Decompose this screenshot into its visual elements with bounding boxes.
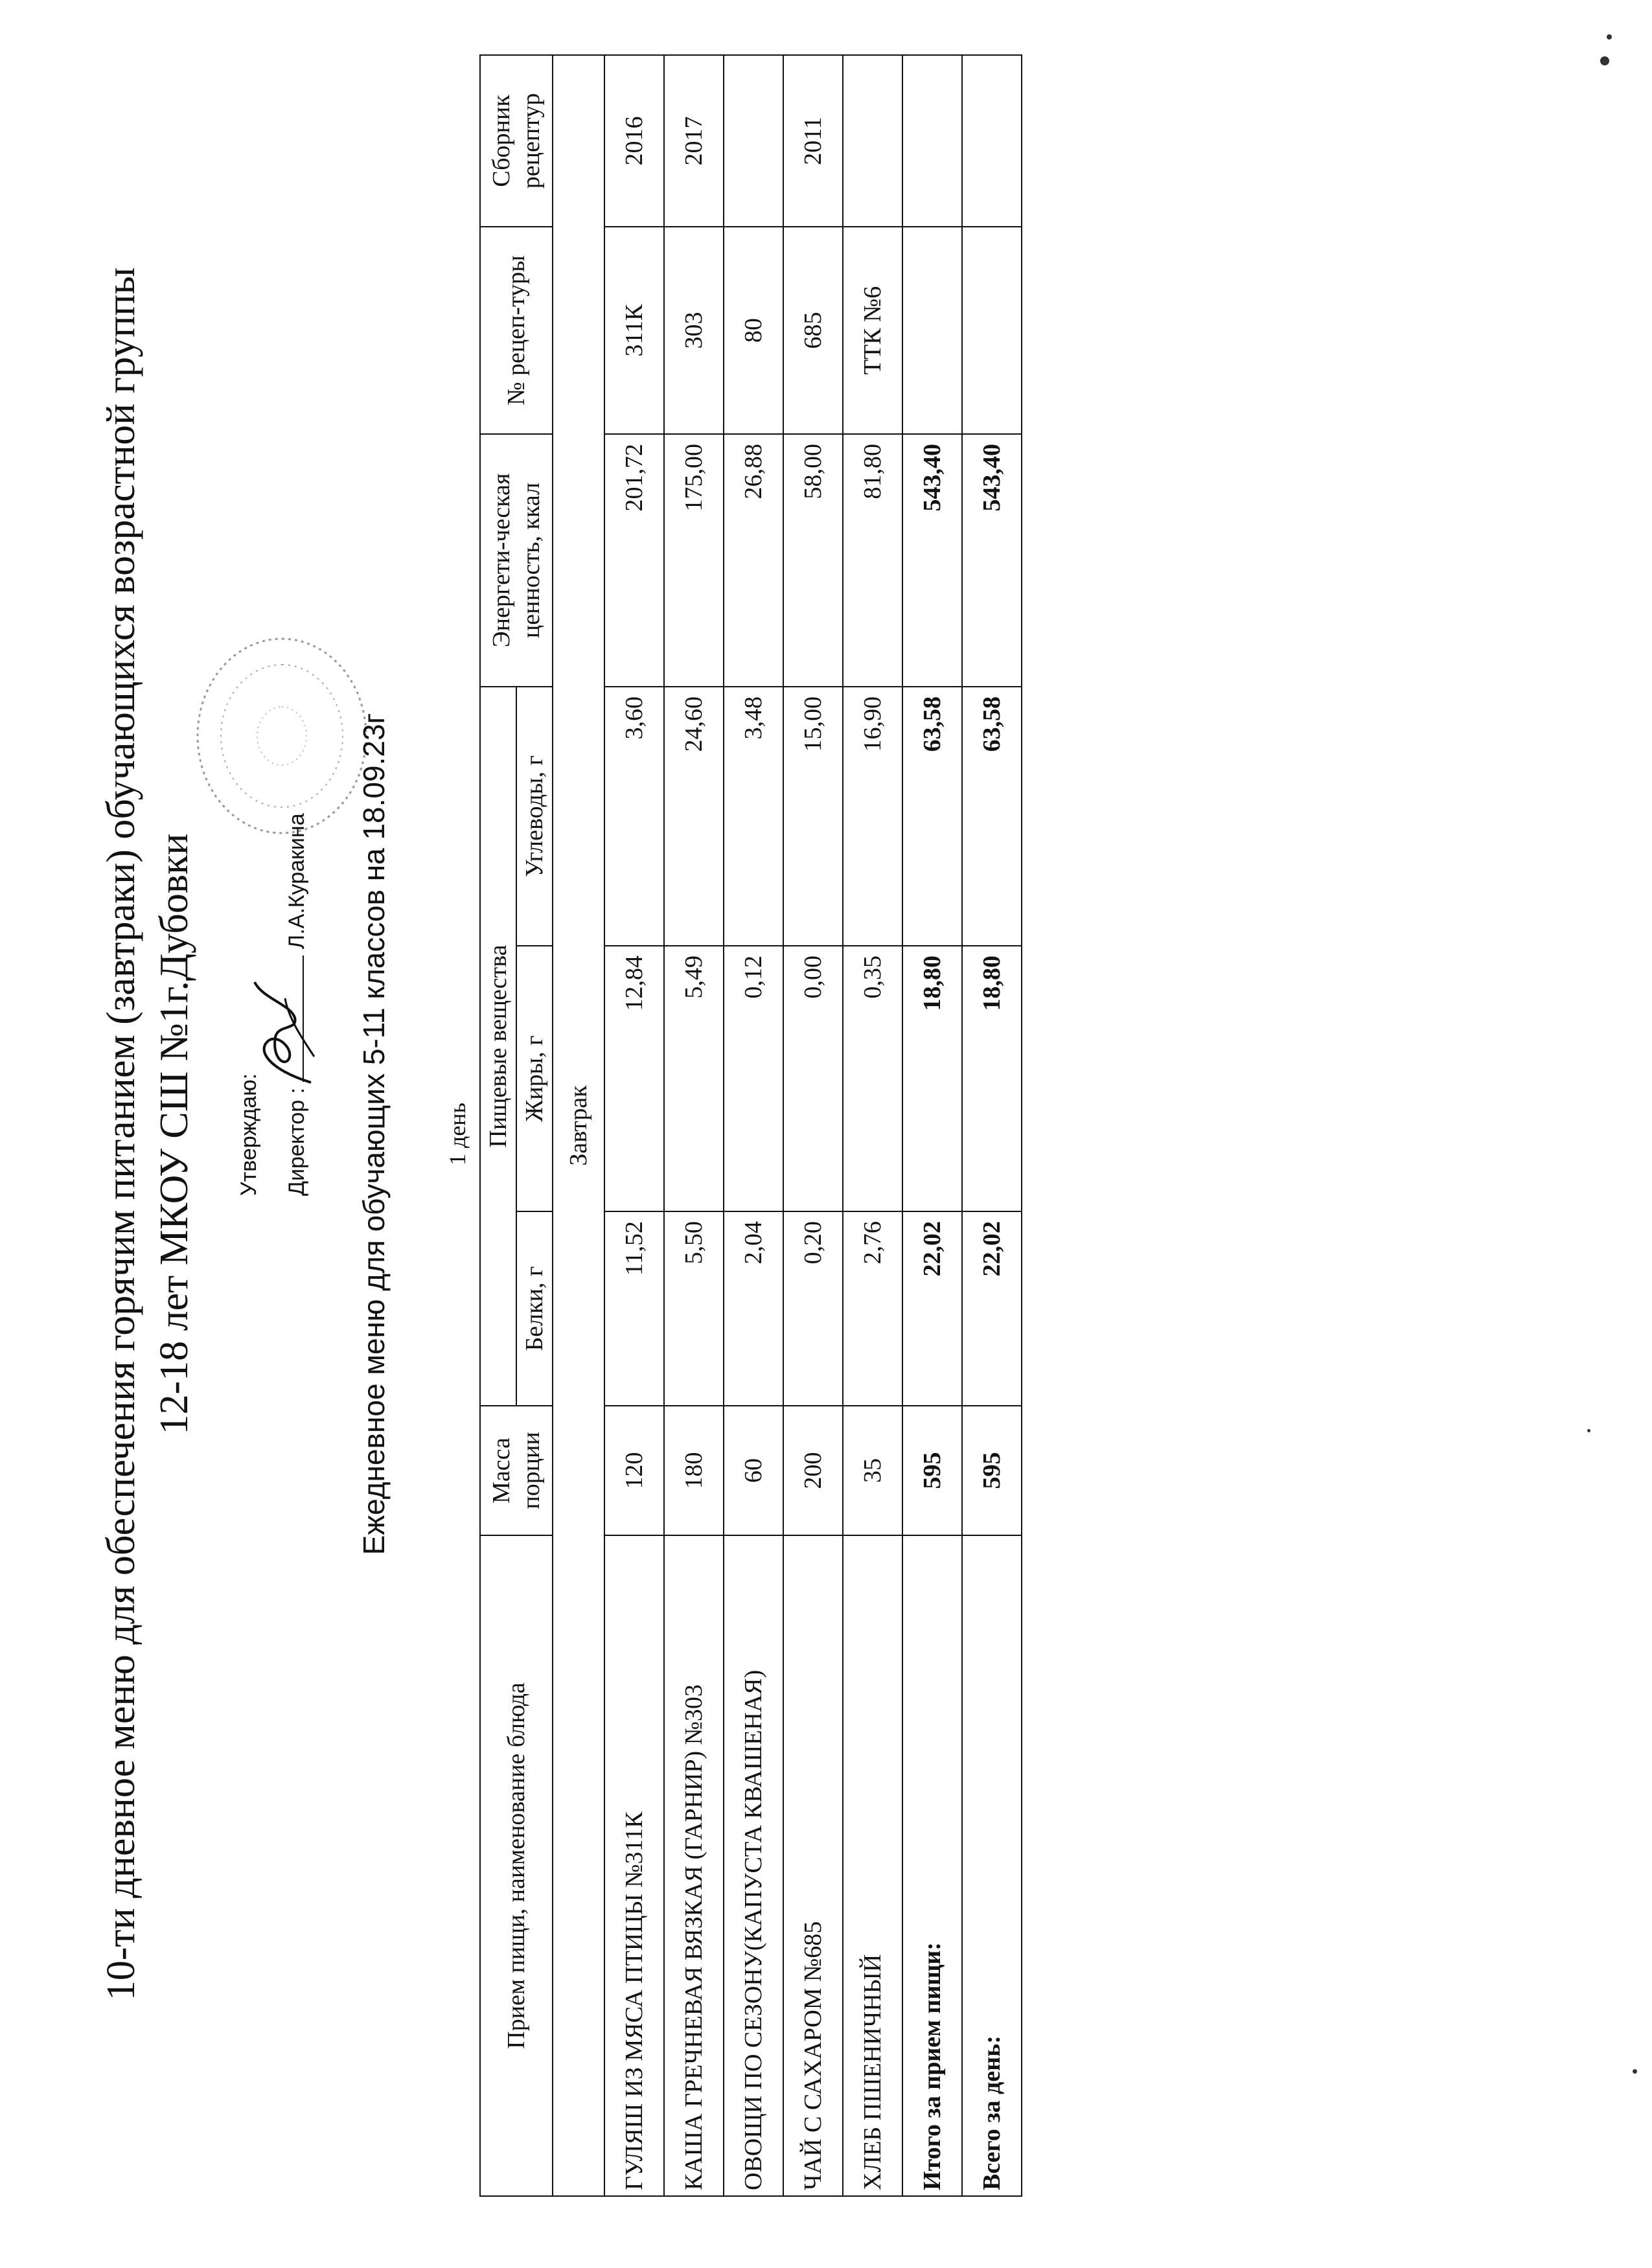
day-total-fat: 18,80	[962, 946, 1022, 1211]
cell-carbs: 15,00	[783, 687, 843, 946]
cell-name: ХЛЕБ ПШЕНИЧНЫЙ	[843, 1535, 902, 2196]
cell-collection	[843, 55, 902, 227]
empty-cell	[962, 227, 1022, 434]
cell-energy: 175,00	[664, 434, 724, 687]
empty-cell	[902, 55, 962, 227]
empty-cell	[962, 55, 1022, 227]
cell-fat: 0,12	[724, 946, 783, 1211]
header-protein: Белки, г	[516, 1211, 553, 1406]
cell-recipe-no: 303	[664, 227, 724, 434]
table-row	[783, 55, 843, 2196]
meal-total-row	[902, 55, 962, 2196]
cell-name: КАША ГРЕЧНЕВАЯ ВЯЗКАЯ (ГАРНИР) №303	[664, 1535, 724, 2196]
meal-total-protein: 22,02	[902, 1211, 962, 1406]
cell-recipe-no: 685	[783, 227, 843, 434]
cell-protein: 2,04	[724, 1211, 783, 1406]
header-nutrients: Пищевые вещества	[480, 687, 516, 1406]
cell-recipe-no: ТТК №6	[843, 227, 902, 434]
scan-speck	[1600, 56, 1609, 65]
table-row	[664, 55, 724, 2196]
cell-carbs: 24,60	[664, 687, 724, 946]
cell-fat: 5,49	[664, 946, 724, 1211]
day-total-energy: 543,40	[962, 434, 1022, 687]
day-label: 1 день	[444, 1103, 470, 1165]
scan-speck	[1587, 1429, 1590, 1432]
table-row	[604, 55, 664, 2196]
section-row	[553, 55, 604, 2196]
cell-carbs: 3,48	[724, 687, 783, 946]
header-carbs: Углеводы, г	[516, 687, 553, 946]
header-energy: Энергети-ческая ценность, ккал	[480, 434, 553, 687]
cell-portion: 60	[724, 1406, 783, 1535]
table-row	[843, 55, 902, 2196]
scan-speck	[1607, 34, 1612, 40]
header-collection: Сборник рецептур	[480, 55, 553, 227]
cell-recipe-no: 80	[724, 227, 783, 434]
day-total-row	[962, 55, 1022, 2196]
scan-speck	[1633, 2069, 1637, 2074]
cell-portion: 35	[843, 1406, 902, 1535]
cell-portion: 180	[664, 1406, 724, 1535]
cell-name: ОВОЩИ ПО СЕЗОНУ(КАПУСТА КВАШЕНАЯ)	[724, 1535, 783, 2196]
cell-collection: 2017	[664, 55, 724, 227]
document-title-line-1: 10-ти дневное меню для обеспечения горячим питанием (завтраки) обучающихся возрастной группы	[99, 267, 143, 2001]
header-fat: Жиры, г	[516, 946, 553, 1211]
cell-protein: 5,50	[664, 1211, 724, 1406]
director-name: Л.А.Куракина	[284, 813, 309, 950]
cell-energy: 201,72	[604, 434, 664, 687]
approve-label: Утверждаю:	[236, 1073, 261, 1196]
day-total-label: Всего за день:	[962, 1535, 1022, 2196]
meal-total-portion: 595	[902, 1406, 962, 1535]
document-title-line-2: 12-18 лет МКОУ СШ №1г.Дубовки	[152, 833, 196, 1435]
meal-total-energy: 543,40	[902, 434, 962, 687]
section-title: Завтрак	[553, 55, 604, 2196]
header-recipe-no: № рецеп-туры	[480, 227, 553, 434]
cell-energy: 58,00	[783, 434, 843, 687]
menu-table	[479, 54, 1022, 2197]
cell-energy: 26,88	[724, 434, 783, 687]
cell-recipe-no: 311К	[604, 227, 664, 434]
header-meal-name: Прием пищи, наименование блюда	[480, 1535, 553, 2196]
cell-carbs: 3,60	[604, 687, 664, 946]
meal-total-fat: 18,80	[902, 946, 962, 1211]
official-stamp-seal	[185, 626, 379, 846]
cell-collection: 2011	[783, 55, 843, 227]
director-label: Директор :	[284, 1088, 309, 1196]
cell-name: ГУЛЯШ ИЗ МЯСА ПТИЦЫ №311К	[604, 1535, 664, 2196]
header-portion: Масса порции	[480, 1406, 553, 1535]
day-total-portion: 595	[962, 1406, 1022, 1535]
cell-fat: 12,84	[604, 946, 664, 1211]
cell-name: ЧАЙ С САХАРОМ №685	[783, 1535, 843, 2196]
cell-collection	[724, 55, 783, 227]
empty-cell	[902, 227, 962, 434]
menu-subtitle: Ежедневное меню для обучающих 5-11 классов на 18.09.23г	[357, 713, 391, 1555]
cell-energy: 81,80	[843, 434, 902, 687]
cell-protein: 11,52	[604, 1211, 664, 1406]
cell-portion: 200	[783, 1406, 843, 1535]
day-total-protein: 22,02	[962, 1211, 1022, 1406]
cell-fat: 0,35	[843, 946, 902, 1211]
handwritten-signature	[249, 972, 321, 1095]
cell-protein: 2,76	[843, 1211, 902, 1406]
meal-total-carbs: 63,58	[902, 687, 962, 946]
cell-protein: 0,20	[783, 1211, 843, 1406]
cell-carbs: 16,90	[843, 687, 902, 946]
cell-portion: 120	[604, 1406, 664, 1535]
table-row	[724, 55, 783, 2196]
cell-collection: 2016	[604, 55, 664, 227]
meal-total-label: Итого за прием пищи:	[902, 1535, 962, 2196]
table-header-row	[480, 55, 516, 2196]
day-total-carbs: 63,58	[962, 687, 1022, 946]
cell-fat: 0,00	[783, 946, 843, 1211]
